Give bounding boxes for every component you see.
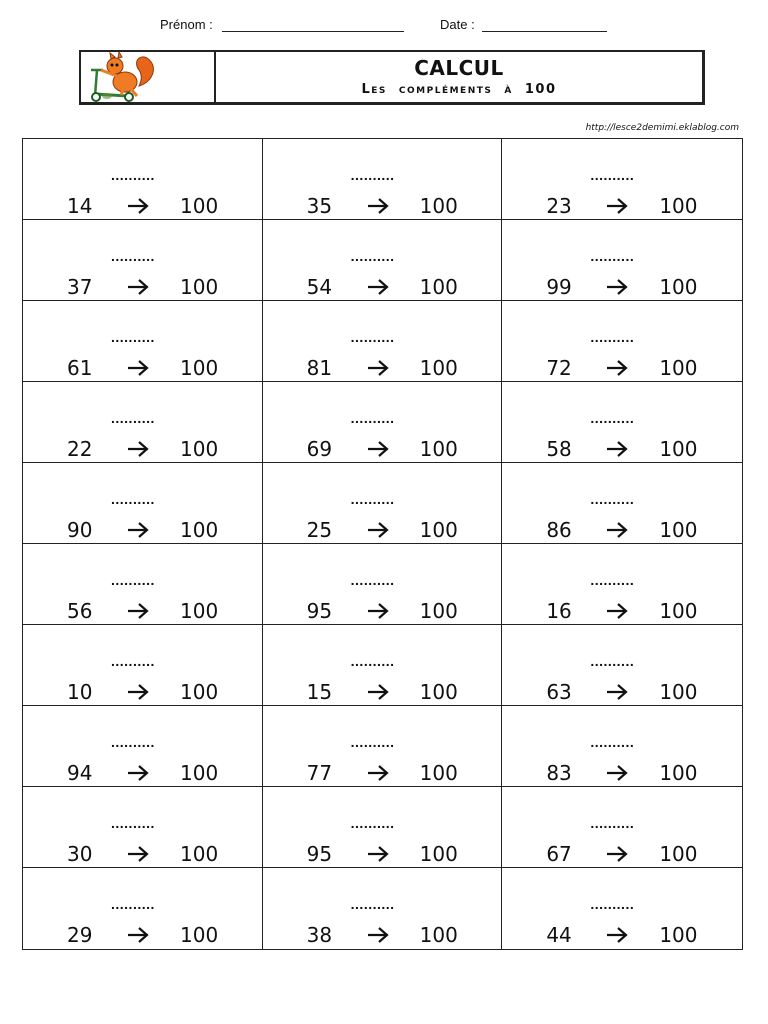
page-subtitle: Les compléments à 100 <box>361 82 557 97</box>
target-number: 100 <box>419 194 458 218</box>
right-arrow-icon <box>127 359 149 377</box>
right-arrow-icon <box>127 845 149 863</box>
target-number: 100 <box>180 194 219 218</box>
right-arrow-icon <box>127 521 149 539</box>
answer-blank[interactable]: .......... <box>111 572 155 588</box>
start-number: 58 <box>546 437 572 461</box>
answer-blank[interactable]: .......... <box>350 329 395 345</box>
target-number: 100 <box>180 680 219 704</box>
prenom-label: Prénom : <box>160 17 213 32</box>
target-number: 100 <box>419 356 458 380</box>
start-number: 86 <box>546 518 572 542</box>
right-arrow-icon <box>127 440 149 458</box>
title-box <box>79 50 705 105</box>
prenom-blank[interactable] <box>222 31 404 32</box>
squirrel-on-scooter-icon <box>81 52 212 103</box>
answer-blank[interactable]: .......... <box>111 248 155 264</box>
start-number: 99 <box>546 275 572 299</box>
right-arrow-icon <box>127 197 149 215</box>
right-arrow-icon <box>606 278 628 296</box>
right-arrow-icon <box>606 602 628 620</box>
target-number: 100 <box>180 356 219 380</box>
target-number: 100 <box>659 194 698 218</box>
exercise-cell <box>502 139 742 220</box>
answer-blank[interactable]: .......... <box>590 734 635 750</box>
start-number: 61 <box>67 356 93 380</box>
right-arrow-icon <box>367 926 389 944</box>
start-number: 95 <box>306 599 333 623</box>
target-number: 100 <box>180 437 219 461</box>
date-blank[interactable] <box>482 31 607 32</box>
exercise-cell <box>263 139 503 220</box>
answer-blank[interactable]: .......... <box>590 248 635 264</box>
exercise-cell <box>23 463 263 544</box>
right-arrow-icon <box>367 845 389 863</box>
answer-blank[interactable]: .......... <box>350 167 395 183</box>
start-number: 29 <box>67 923 93 947</box>
answer-blank[interactable]: .......... <box>590 167 635 183</box>
right-arrow-icon <box>367 359 389 377</box>
start-number: 81 <box>306 356 333 380</box>
right-arrow-icon <box>606 359 628 377</box>
target-number: 100 <box>659 761 698 785</box>
exercise-cell <box>263 625 503 706</box>
exercise-cell <box>23 301 263 382</box>
answer-blank[interactable]: .......... <box>590 896 635 912</box>
exercise-cell <box>502 787 742 868</box>
target-number: 100 <box>659 923 698 947</box>
answer-blank[interactable]: .......... <box>111 896 155 912</box>
right-arrow-icon <box>367 764 389 782</box>
answer-blank[interactable]: .......... <box>590 572 635 588</box>
exercise-cell <box>502 301 742 382</box>
target-number: 100 <box>659 680 698 704</box>
exercise-cell <box>502 463 742 544</box>
start-number: 77 <box>306 761 333 785</box>
target-number: 100 <box>180 761 219 785</box>
answer-blank[interactable]: .......... <box>350 572 395 588</box>
target-number: 100 <box>180 599 219 623</box>
right-arrow-icon <box>127 602 149 620</box>
page-title: CALCUL <box>414 56 504 80</box>
answer-blank[interactable]: .......... <box>590 491 635 507</box>
title-cell <box>216 52 702 102</box>
target-number: 100 <box>419 842 458 866</box>
start-number: 95 <box>306 842 333 866</box>
right-arrow-icon <box>367 197 389 215</box>
exercise-cell <box>23 382 263 463</box>
answer-blank[interactable]: .......... <box>111 734 155 750</box>
exercise-cell <box>23 139 263 220</box>
answer-blank[interactable]: .......... <box>350 491 395 507</box>
answer-blank[interactable]: .......... <box>111 329 155 345</box>
answer-blank[interactable]: .......... <box>111 653 155 669</box>
exercise-grid <box>22 138 743 950</box>
start-number: 67 <box>546 842 572 866</box>
target-number: 100 <box>419 680 458 704</box>
exercise-cell <box>502 868 742 949</box>
target-number: 100 <box>180 275 219 299</box>
exercise-cell <box>23 706 263 787</box>
right-arrow-icon <box>606 926 628 944</box>
exercise-cell <box>502 220 742 301</box>
start-number: 16 <box>546 599 572 623</box>
target-number: 100 <box>659 842 698 866</box>
exercise-cell <box>263 868 503 949</box>
exercise-cell <box>263 787 503 868</box>
exercise-cell <box>263 463 503 544</box>
answer-blank[interactable]: .......... <box>590 329 635 345</box>
start-number: 14 <box>67 194 93 218</box>
target-number: 100 <box>419 923 458 947</box>
date-label: Date : <box>440 17 475 32</box>
right-arrow-icon <box>606 845 628 863</box>
answer-blank[interactable]: .......... <box>590 410 635 426</box>
exercise-cell <box>502 382 742 463</box>
target-number: 100 <box>659 518 698 542</box>
target-number: 100 <box>419 518 458 542</box>
exercise-cell <box>23 787 263 868</box>
exercise-cell <box>23 220 263 301</box>
start-number: 94 <box>67 761 93 785</box>
target-number: 100 <box>180 923 219 947</box>
start-number: 22 <box>67 437 93 461</box>
target-number: 100 <box>180 842 219 866</box>
start-number: 30 <box>67 842 93 866</box>
answer-blank[interactable]: .......... <box>111 815 155 831</box>
start-number: 54 <box>306 275 333 299</box>
start-number: 38 <box>306 923 333 947</box>
answer-blank[interactable]: .......... <box>590 815 635 831</box>
right-arrow-icon <box>127 926 149 944</box>
answer-blank[interactable]: .......... <box>111 167 155 183</box>
target-number: 100 <box>419 437 458 461</box>
right-arrow-icon <box>367 440 389 458</box>
right-arrow-icon <box>606 683 628 701</box>
right-arrow-icon <box>606 764 628 782</box>
exercise-cell <box>23 868 263 949</box>
right-arrow-icon <box>606 440 628 458</box>
answer-blank[interactable]: .......... <box>111 491 155 507</box>
exercise-cell <box>263 382 503 463</box>
right-arrow-icon <box>367 521 389 539</box>
answer-blank[interactable]: .......... <box>111 410 155 426</box>
answer-blank[interactable]: .......... <box>590 653 635 669</box>
right-arrow-icon <box>127 683 149 701</box>
name-date-line <box>0 17 768 37</box>
start-number: 90 <box>67 518 93 542</box>
answer-blank[interactable]: .......... <box>350 410 395 426</box>
target-number: 100 <box>659 275 698 299</box>
logo-cell <box>81 52 216 102</box>
right-arrow-icon <box>367 683 389 701</box>
start-number: 10 <box>67 680 93 704</box>
target-number: 100 <box>659 599 698 623</box>
right-arrow-icon <box>127 764 149 782</box>
start-number: 44 <box>546 923 572 947</box>
start-number: 25 <box>306 518 333 542</box>
target-number: 100 <box>659 356 698 380</box>
answer-blank[interactable]: .......... <box>350 248 395 264</box>
target-number: 100 <box>659 437 698 461</box>
right-arrow-icon <box>367 278 389 296</box>
target-number: 100 <box>419 599 458 623</box>
answer-blank[interactable]: .......... <box>350 734 395 750</box>
exercise-cell <box>502 625 742 706</box>
exercise-cell <box>263 706 503 787</box>
start-number: 56 <box>67 599 93 623</box>
start-number: 69 <box>306 437 333 461</box>
answer-blank[interactable]: .......... <box>350 896 395 912</box>
exercise-cell <box>263 220 503 301</box>
right-arrow-icon <box>606 521 628 539</box>
answer-blank[interactable]: .......... <box>350 815 395 831</box>
target-number: 100 <box>419 275 458 299</box>
start-number: 63 <box>546 680 572 704</box>
exercise-cell <box>502 706 742 787</box>
start-number: 37 <box>67 275 93 299</box>
exercise-cell <box>263 301 503 382</box>
right-arrow-icon <box>127 278 149 296</box>
start-number: 23 <box>546 194 572 218</box>
source-url: http://lesce2demimi.eklablog.com <box>585 123 739 133</box>
start-number: 35 <box>306 194 333 218</box>
exercise-cell <box>23 625 263 706</box>
start-number: 72 <box>546 356 572 380</box>
target-number: 100 <box>180 518 219 542</box>
start-number: 83 <box>546 761 572 785</box>
right-arrow-icon <box>606 197 628 215</box>
right-arrow-icon <box>367 602 389 620</box>
exercise-cell <box>23 544 263 625</box>
target-number: 100 <box>419 761 458 785</box>
answer-blank[interactable]: .......... <box>350 653 395 669</box>
exercise-cell <box>502 544 742 625</box>
start-number: 15 <box>306 680 333 704</box>
exercise-cell <box>263 544 503 625</box>
